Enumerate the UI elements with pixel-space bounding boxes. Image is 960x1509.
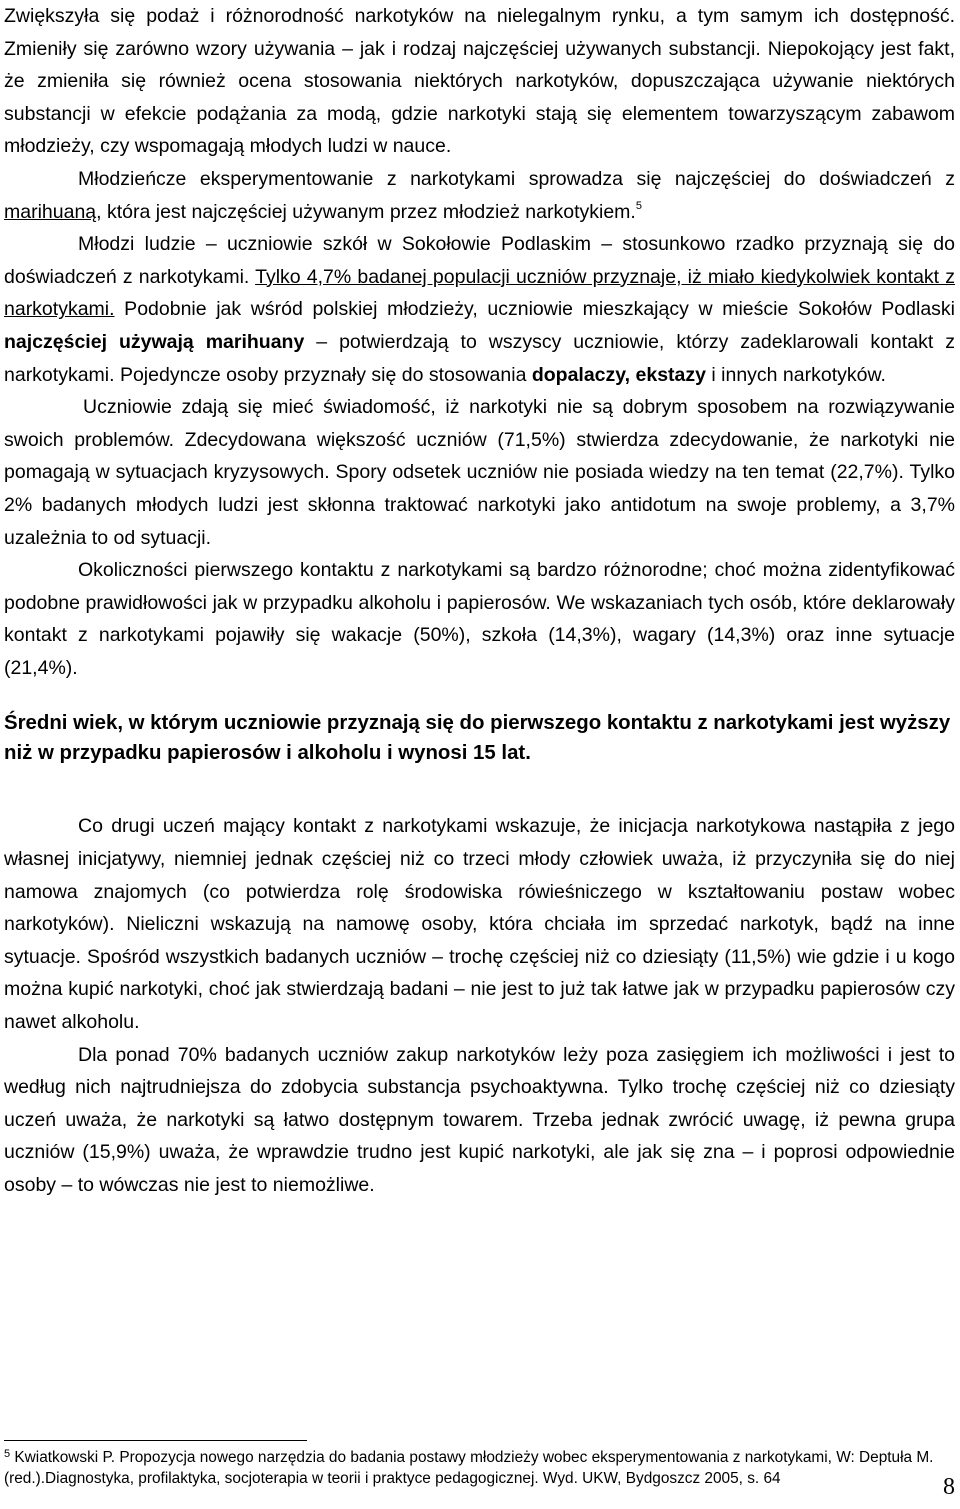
text-run: Podobnie jak wśród polskiej młodzieży, uczniowie mieszkający w mieście Sokołów Podlaski bbox=[114, 298, 955, 321]
text-run: Młodzi ludzie – uczniowie szkół w Sokołowie Podlaskim – stosunkowo rzadko przyznają się do doświadczeń z narkotykami. bbox=[4, 233, 955, 288]
paragraph-first-contact bbox=[4, 554, 955, 684]
underlined-text: marihuaną, bbox=[4, 200, 102, 223]
text-run: i innych narkotyków. bbox=[705, 363, 886, 386]
paragraph-marihuana bbox=[4, 163, 955, 228]
text-run: Dla ponad 70% badanych uczniów zakup narkotyków leży poza zasięgiem ich możliwości i jest to według nich najtrudniejsza do zdobycia substancja psychoaktywna. Tylko trochę częściej niż co dziesiąty uczeń uważa, że narkotyki są łatwo dostępnym towarem. Trzeba jednak zwrócić uwagę, iż pewna grupa uczniów (15,9%) uważa, że wprawdzie trudno jest kupić narkotyki, ale jak się zna – i poprosi odpowiednie osoby – to wówczas nie jest to niemożliwe. bbox=[4, 1043, 955, 1196]
paragraph-availability bbox=[4, 1039, 955, 1202]
paragraph-awareness bbox=[4, 391, 955, 554]
text-run: Młodzieńcze eksperymentowanie z narkotykami sprowadza się najczęściej do doświadczeń z bbox=[78, 167, 955, 190]
text-run: Zwiększyła się podaż i różnorodność narkotyków na nielegalnym rynku, a tym samym ich dostępność. Zmieniły się zarówno wzory używania – jak i rodzaj najczęściej używanych substancji. Niepokojący jest fakt, że zmieniła się również ocena stosowania niektórych narkotyków, dopuszczająca używanie niektórych substancji w efekcie podążania za modą, gdzie narkotyki stają się elementem towarzyszącym zabawom młodzieży, czy wspomagają młodych ludzi w nauce. bbox=[4, 5, 955, 158]
footnote bbox=[4, 1448, 955, 1489]
text-run: – potwierdzają to wszyscy uczniowie, którzy zadeklarowali kontakt z narkotykami. Pojedyncze osoby przyznały się do stosowania bbox=[4, 330, 955, 386]
section-heading: Średni wiek, w którym uczniowie przyznają się do pierwszego kontaktu z narkotykami jest wyższy niż w przypadku papierosów i alkoholu i wynosi 15 lat. bbox=[4, 712, 951, 765]
page-body bbox=[4, 0, 955, 1202]
paragraph-sokolow-students bbox=[4, 228, 955, 391]
page-number: 8 bbox=[943, 1474, 955, 1500]
underlined-text: Tylko 4,7% badanej populacji uczniów przyznaje, iż miało kiedykolwiek kontakt z narkotykami. bbox=[4, 265, 955, 321]
bold-text: dopalaczy, ekstazy bbox=[531, 363, 706, 386]
text-run: Uczniowie zdają się mieć świadomość, iż narkotyki nie są dobrym sposobem na rozwiązywanie swoich problemów. Zdecydowana większość uczniów (71,5%) stwierdza zdecydowanie, że narkotyki nie pomagają w sytuacjach kryzysowych. Spory odsetek uczniów nie posiada wiedzy na ten temat (22,7%). Tylko 2% badanych młodych ludzi jest skłonna traktować narkotyki jako antidotum na swoje problemy, a 3,7% uzależnia to od sytuacji. bbox=[4, 396, 955, 549]
paragraph-supply bbox=[4, 0, 955, 163]
footnote-reference: 5 bbox=[635, 199, 642, 212]
text-run: Okoliczności pierwszego kontaktu z narkotykami są bardzo różnorodne; choć można zidentyfikować podobne prawidłowości jak w przypadku alkoholu i papierosów. We wskazaniach tych osób, które deklarowały kontakt z narkotykami pojawiły się wakacje (50%), szkoła (14,3%), wagary (14,3%) oraz inne sytuacje (21,4%). bbox=[4, 559, 955, 679]
bold-text: najczęściej używają marihuany bbox=[4, 330, 305, 353]
footnote-text: Kwiatkowski P. Propozycja nowego narzędzia do badania postawy młodzieży wobec eksperymentowania z narkotykami, W: Deptuła M. (red.).Diagnostyka, profilaktyka, socjoterapia w teorii i praktyce pedagogicznej. Wyd. UKW, Bydgoszcz 2005, s. 64 bbox=[4, 1449, 934, 1487]
footnote-separator bbox=[4, 1440, 307, 1441]
text-run: która jest najczęściej używanym przez młodzież narkotykiem. bbox=[101, 200, 636, 223]
footnote-marker: 5 bbox=[4, 1448, 11, 1460]
text-run: Co drugi uczeń mający kontakt z narkotykami wskazuje, że inicjacja narkotykowa nastąpiła z jego własnej inicjatywy, niemniej jednak częściej niż co trzeci młody człowiek uważa, iż przyczyniła się do niej namowa znajomych (co potwierdza rolę środowiska rówieśniczego w kształtowaniu postaw wobec narkotyków). Nieliczni wskazują na namowę osoby, która chciała im sprzedać narkotyk, bądź na inne sytuacje. Spośród wszystkich badanych uczniów – trochę częściej niż co dziesiąty (11,5%) wie gdzie i u kogo można kupić narkotyki, choć jak stwierdzają badani – nie jest to już tak łatwe jak w przypadku papierosów czy nawet alkoholu. bbox=[4, 815, 955, 1034]
paragraph-initiation bbox=[4, 810, 955, 1038]
